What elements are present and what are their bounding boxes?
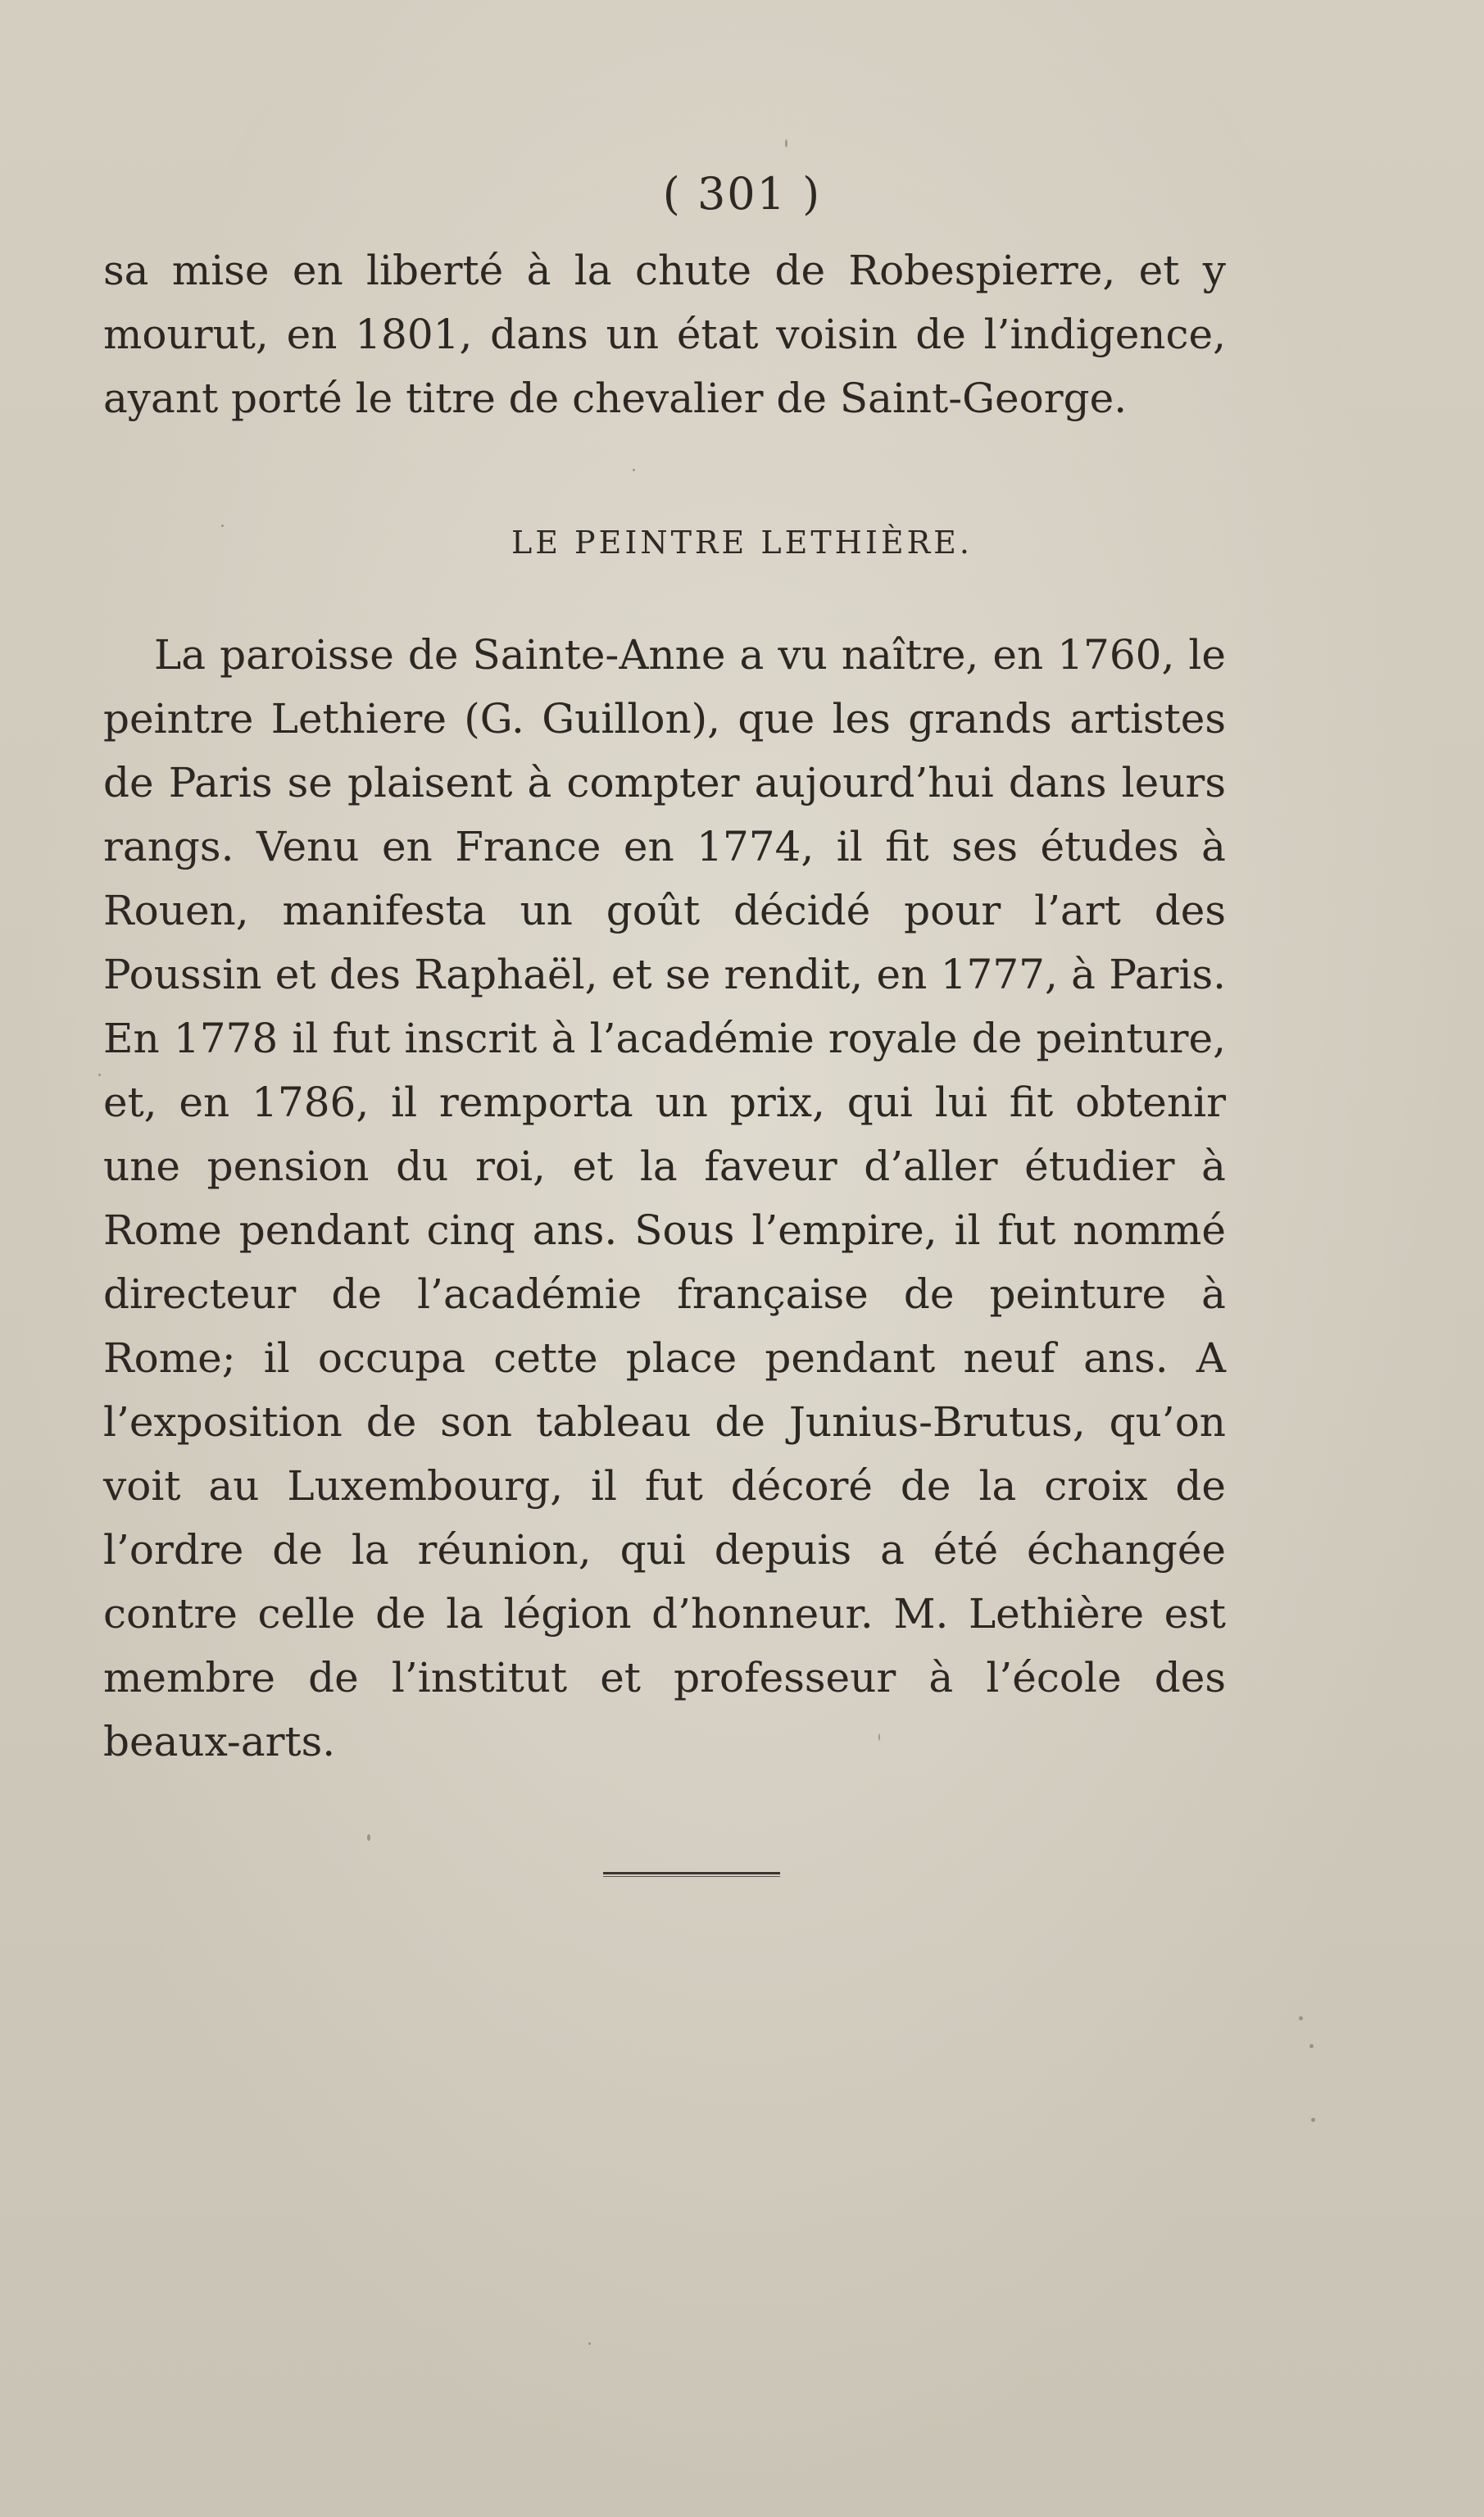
paragraph-lethiere: La paroisse de Sainte-Anne a vu naître, en 1760, le peintre Lethiere (G. Guillon), que les grands artistes de Paris se plaisent à compter aujourd’hui dans leurs rangs. Venu en France en 1774, il fit ses études à Rouen, manifesta un goût décidé pour l’art des Poussin et des Raphaël, et se rendit, en 1777, à Paris. En 1778 il fut inscrit à l’académie royale de peinture, et, en 1786, il remporta un prix, qui lui fit obtenir une pension du roi, et la faveur d’aller étudier à Rome pendant cinq ans. Sous l’empire, il fut nommé directeur de l’académie française de peinture à Rome; il occupa cette place pendant neuf ans. A l’exposition de son tableau de Junius-Brutus, qu’on voit au Luxembourg, il fut décoré de la croix de l’ordre de la réunion, qui depuis a été échangée contre celle de la légion d’honneur. M. Lethière est membre de l’institut et professeur à l’école des beaux-arts. [103, 631, 1226, 1765]
paper-speck [878, 1733, 880, 1741]
paper-speck [785, 139, 787, 148]
paper-speck [221, 525, 224, 527]
paper-speck [1309, 2044, 1314, 2048]
paper-speck [588, 2342, 591, 2345]
paper-speck [98, 1074, 101, 1076]
paper-speck [633, 469, 635, 471]
section-heading: LE PEINTRE LETHIÈRE. [511, 525, 973, 561]
paper-speck [367, 1834, 370, 1841]
paper-speck [1299, 2016, 1303, 2020]
paragraph-continuation: sa mise en liberté à la chute de Robespierre, et y mourut, en 1801, dans un état voisin de l’indigence, ayant porté le titre de chevalier de Saint-George. [103, 247, 1226, 422]
paper-speck [1311, 2118, 1315, 2122]
page-number: ( 301 ) [662, 168, 822, 220]
section-divider [603, 1872, 780, 1877]
